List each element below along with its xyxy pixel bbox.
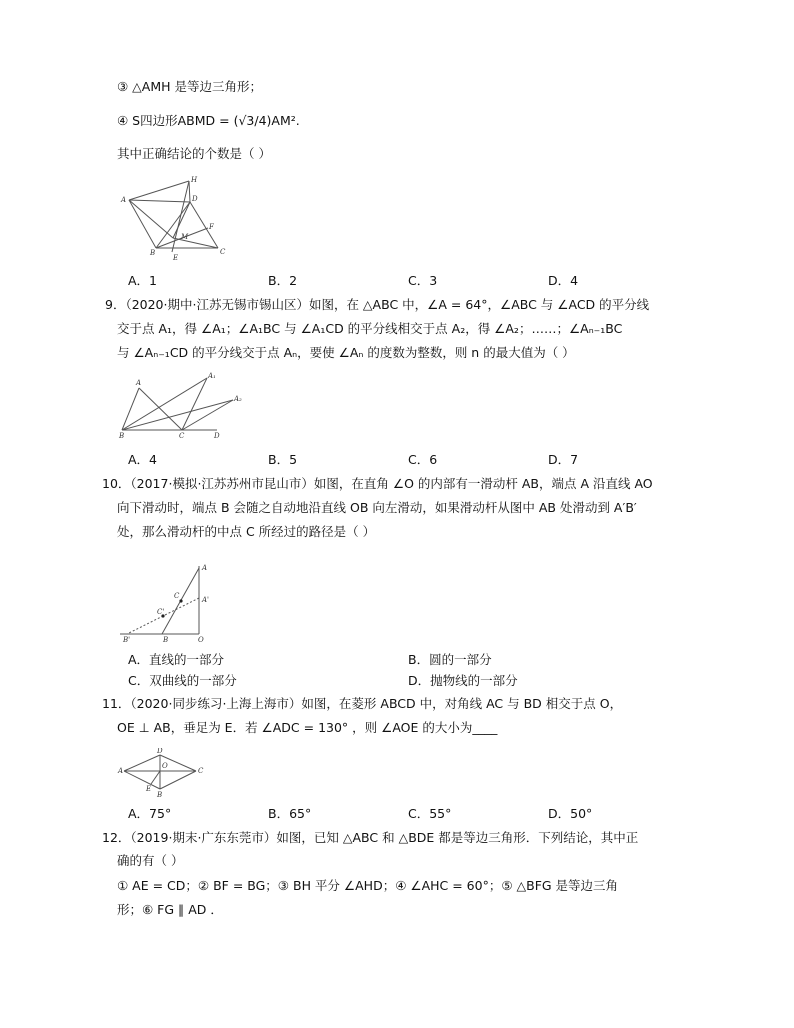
fig8-label-D: D <box>192 195 198 203</box>
q8-option-d[interactable]: D．4 <box>548 273 579 288</box>
q9-option-b[interactable]: B．5 <box>268 452 298 467</box>
q9-line-2: 交于点 A₁，得 ∠A₁；∠A₁BC 与 ∠A₁CD 的平分线相交于点 A₂，得 ∠A₂；……；∠Aₙ₋₁BC <box>117 321 623 336</box>
figure-q10 <box>117 556 217 646</box>
q11-option-d[interactable]: D．50° <box>548 806 593 821</box>
q12-line-1: 12．（2019·期末·广东东莞市）如图，已知 △ABC 和 △BDE 都是等边三角形．下列结论，其中正 <box>102 830 639 845</box>
q8-option-b[interactable]: B．2 <box>268 273 298 288</box>
fig11-label-E: E <box>146 785 152 793</box>
q10-line-2: 向下滑动时，端点 B 会随之自动地沿直线 OB 向左滑动，如果滑动杆从图中 AB 处滑动到 A′B′ <box>117 500 637 515</box>
fig10-label-Cp: C' <box>157 608 165 616</box>
fig8-label-A: A <box>121 196 127 204</box>
fig9-label-D: D <box>214 432 220 440</box>
q10-line-1: 10．（2017·模拟·江苏苏州市昆山市）如图，在直角 ∠O 的内部有一滑动杆 AB，端点 A 沿直线 AO <box>102 476 653 491</box>
fig8-label-E: E <box>173 254 179 262</box>
q10-line-3: 处，那么滑动杆的中点 C 所经过的路径是（ ） <box>117 524 376 539</box>
q9-line-1: 9．（2020·期中·江苏无锡市锡山区）如图，在 △ABC 中，∠A = 64°，∠ABC 与 ∠ACD 的平分线 <box>105 297 650 312</box>
fig11-label-A: A <box>118 767 124 775</box>
fig8-label-C: C <box>220 248 226 256</box>
q9-option-c[interactable]: C．6 <box>408 452 438 467</box>
q12-line-3: ① AE = CD；② BF = BG；③ BH 平分 ∠AHD；④ ∠AHC = 60°；⑤ △BFG 是等边三角 <box>117 878 619 893</box>
fig10-label-Ap: A' <box>202 596 209 604</box>
figure-q8 <box>118 172 233 264</box>
q9-option-a[interactable]: A．4 <box>128 452 158 467</box>
q12-line-2: 确的有（ ） <box>117 853 184 868</box>
q11-line-1: 11．（2020·同步练习·上海上海市）如图，在菱形 ABCD 中，对角线 AC 与 BD 相交于点 O， <box>102 696 623 711</box>
fig8-label-B: B <box>150 249 156 257</box>
fig11-label-O: O <box>162 762 168 770</box>
q10-option-a[interactable]: A．直线的一部分 <box>128 652 225 667</box>
fig10-label-C: C <box>174 592 180 600</box>
statement-4: ④ S四边形ABMD = (√3/4)AM². <box>117 113 300 128</box>
fig9-label-C: C <box>179 432 185 440</box>
q10-option-c[interactable]: C．双曲线的一部分 <box>128 673 237 688</box>
q9-line-3: 与 ∠Aₙ₋₁CD 的平分线交于点 Aₙ，要使 ∠Aₙ 的度数为整数，则 n 的最大值为（ ） <box>117 345 575 360</box>
q12-line-4: 形；⑥ FG ∥ AD ． <box>117 902 223 917</box>
q10-option-d[interactable]: D．抛物线的一部分 <box>408 673 518 688</box>
statement-3: ③ △AMH 是等边三角形； <box>117 79 263 94</box>
fig8-label-F: F <box>209 223 214 231</box>
q11-option-c[interactable]: C．55° <box>408 806 452 821</box>
fig8-label-H: H <box>191 176 198 184</box>
q11-option-b[interactable]: B．65° <box>268 806 312 821</box>
q9-option-d[interactable]: D．7 <box>548 452 579 467</box>
fig9-label-B: B <box>119 432 125 440</box>
fig10-label-A: A <box>202 564 208 572</box>
q11-option-a[interactable]: A．75° <box>128 806 172 821</box>
q11-line-2: OE ⊥ AB，垂足为 E．若 ∠ADC = 130° ，则 ∠AOE 的大小为____ <box>117 720 498 735</box>
fig11-label-D: D <box>157 748 163 755</box>
fig10-label-O: O <box>198 636 204 644</box>
fig9-label-A: A <box>136 379 142 387</box>
q10-option-b[interactable]: B．圆的一部分 <box>408 652 492 667</box>
figure-q9 <box>117 370 247 442</box>
fig10-label-B: B <box>163 636 169 644</box>
fig10-label-Bp: B' <box>123 636 131 644</box>
q8-option-a[interactable]: A．1 <box>128 273 158 288</box>
fig9-label-A1: A₁ <box>208 372 216 380</box>
q8-option-c[interactable]: C．3 <box>408 273 438 288</box>
question-8-prompt: 其中正确结论的个数是（ ） <box>117 146 271 161</box>
fig8-label-M: M <box>181 233 189 241</box>
fig9-label-A2: A₂ <box>234 395 242 403</box>
fig11-label-B: B <box>157 791 163 798</box>
fig11-label-C: C <box>198 767 204 775</box>
figure-q11 <box>117 748 212 798</box>
